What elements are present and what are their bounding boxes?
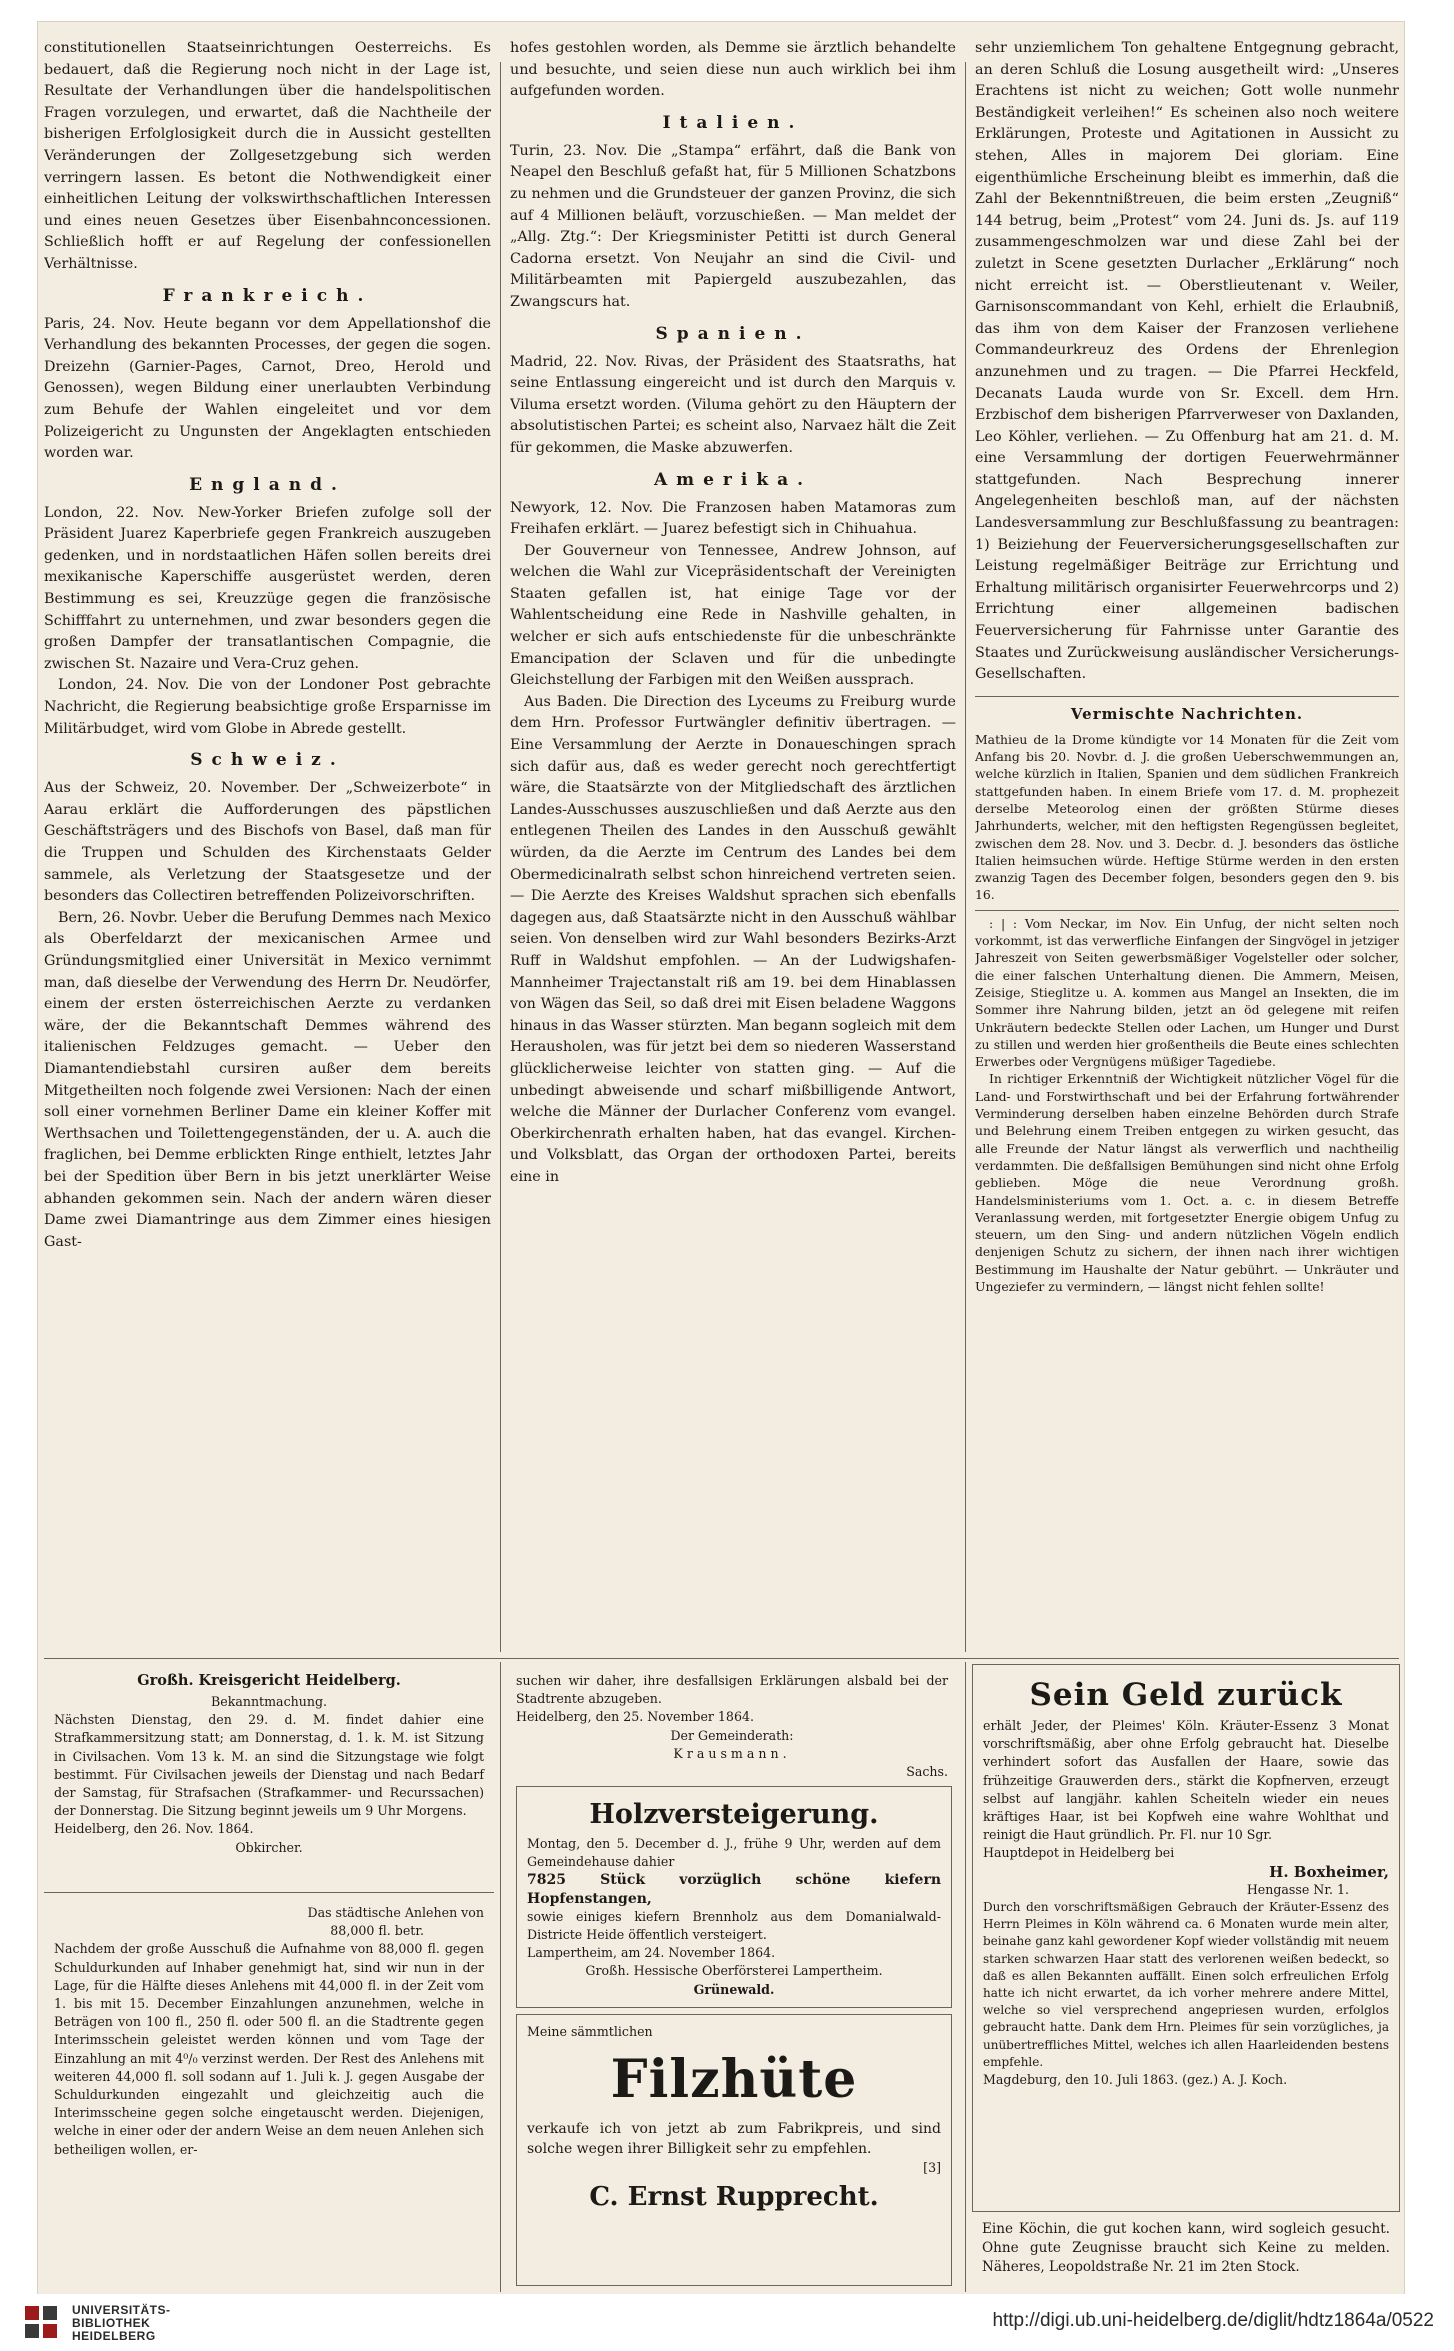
ad-subtitle: Bekanntmachung. — [210, 1694, 328, 1709]
ad-text: suchen wir daher, ihre desfallsigen Erklärungen alsbald bei der Stadtrente abzugeben. — [516, 1673, 948, 1707]
ad-column-divider — [965, 1662, 966, 2292]
ad-kraeuter-essenz — [972, 1664, 1400, 2212]
ad-anlehen — [44, 1896, 494, 2288]
ad-date: Magdeburg, den 10. Juli 1863. (gez.) A. J. Koch. — [983, 2072, 1288, 2088]
ad-filzhuete — [516, 2014, 952, 2286]
article-text: Bern, 26. Novbr. Ueber die Berufung Demmes nach Mexico als Oberfeldarzt der mexicanischen Armee und Gründungsmitglied einer Universität in Mexico vernimmt man, daß dieselbe der Verwendung des Herrn Dr. Neudörfer, einem der ersten österreichischen Aerzte zu verdanken wäre, der die Bekanntschaft Demmes während des italienischen Feldzuges gemacht. — Ueber den Diamantendiebstahl cursiren außer dem bereits Mitgetheilten noch folgende zwei Versionen: Nach der einen soll einer vornehmen Berliner Dame ein kleiner Koffer mit Werthsachen und Toilettengegenständen, der u. A. auch die fraglichen, bei Demme erblickten Ringe enthielt, letztes Jahr bei der Spedition über Bern in bis jetzt unerklärter Weise abhanden gekommen sein. Nach der andern wären dieser Dame zwei Diamantringe aus dem Zimmer eines hiesigen Gast- — [44, 909, 491, 1250]
ad-depot-address: Hengasse Nr. 1. — [1246, 1881, 1349, 1897]
ad-depot-name: H. Boxheimer, — [1269, 1862, 1389, 1881]
article-text: Aus der Schweiz, 20. November. Der „Schweizerbote“ in Aarau erklärt die Aufforderungen des päpstlichen Geschäftsträgers und des Bischofs von Basel, daß man für die Truppen und Schulden des Kirchenstaats Gelder sammele, als Verletzung der Staatsgesetze und der besonders das Collectiren betreffenden Polizeivorschriften. — [44, 780, 491, 905]
ad-title: Filzhüte — [610, 2049, 858, 2111]
article-text: London, 24. Nov. Die von der Londoner Post gebrachte Nachricht, die Regierung beabsichtige große Ersparnisse im Militärbudget, wird vom Globe in Abrede gestellt. — [44, 677, 491, 737]
column-2 — [510, 38, 956, 1650]
ad-text: sowie einiges kiefern Brennholz aus dem Domanialwald-Districte Heide öffentlich versteigert. — [527, 1908, 941, 1943]
column-3 — [975, 38, 1399, 1650]
section-heading-schweiz: Schweiz. — [190, 750, 345, 771]
ad-signature: Sachs. — [906, 1764, 948, 1780]
article-text: Newyork, 12. Nov. Die Franzosen haben Matamoras zum Freihafen erklärt. — Juarez befestigt sich in Chihuahua. — [510, 499, 956, 538]
ad-head: 88,000 fl. betr. — [330, 1923, 424, 1939]
ad-text: Eine Köchin, die gut kochen kann, wird sogleich gesucht. Ohne gute Zeugnisse braucht sich Keine zu melden. Näheres, Leopoldstraße Nr. 21 im 2ten Stock. — [982, 2221, 1390, 2275]
column-1 — [44, 38, 491, 1650]
library-logo-icon — [22, 2303, 60, 2341]
permalink-url[interactable]: http://digi.ub.uni-heidelberg.de/diglit/hdtz1864a/0522 — [992, 2310, 1434, 2331]
article-text: : | : Vom Neckar, im Nov. Ein Unfug, der nicht selten noch vorkommt, ist das verwerfliche Einfangen der Singvögel in jetziger Jahreszeit von Seiten gewerbsmäßiger Vogelsteller oder solcher, die einer falschen Unterhaltung dienen. Die Ammern, Meisen, Zeisige, Stieglitze u. A. kommen aus Mangel an Insekten, die im Sommer ihre Nahrung bilden, jetzt an öd gelegene mit reifen Unkräutern bedeckte Stellen oder Lachen, um Hunger und Durst zu stillen und werden hier großentheils die Beute eines schlechten Erwerbes oder Vergnügens müßiger Tagediebe. — [975, 910, 1399, 1071]
column-divider — [500, 62, 501, 1652]
logo-line: HEIDELBERG — [72, 2329, 156, 2343]
article-text: hofes gestohlen worden, als Demme sie ärztlich behandelte und besuchte, und seien diese nun auch wirklich bei ihm aufgefunden worden. — [510, 40, 956, 100]
ad-title: Sein Geld zurück — [1029, 1677, 1343, 1713]
ad-signature: Obkircher. — [235, 1839, 303, 1855]
article-text: Mathieu de la Drome kündigte vor 14 Monaten für die Zeit vom Anfang bis 20. Novbr. d. J. die großen Ueberschwemmungen an, welche kürzlich in Italien, Spanien und dem südlichen Frankreich stattgefunden haben. In einem Briefe vom 17. d. M. prophezeit derselbe Meteorolog einen der größten Stürme dieses Jahrhunderts, welcher, mit den heftigsten Regengüssen begleitet, zwischen dem 28. Nov. und 3. Decbr. d. J. besonders das östliche Italien heimsuchen würde. Heftige Stürme werden in den ersten zwanzig Tagen des December folgen, besonders gegen den 9. bis 16. — [975, 731, 1399, 903]
section-heading-spanien: Spanien. — [655, 323, 811, 344]
section-heading-frankreich: Frankreich. — [162, 285, 373, 306]
ad-divider — [44, 1892, 494, 1893]
ad-stadtrente — [506, 1664, 958, 1782]
logo-line: UNIVERSITÄTS- — [72, 2303, 171, 2317]
section-heading-amerika: Amerika. — [653, 469, 813, 490]
ad-depot: Hauptdepot in Heidelberg bei — [983, 1845, 1175, 1861]
ad-number: [3] — [923, 2160, 941, 2176]
ad-office: Der Gemeinderath: — [670, 1727, 794, 1743]
newspaper-page — [38, 22, 1404, 2294]
ad-text: erhält Jeder, der Pleimes' Köln. Kräuter-Essenz 3 Monat vorschriftsmäßig, aber ohne Erfolg gebraucht hat. Dieselbe verhindert sofort das Ausfallen der Haare, sowie das frühzeitige Grauwerden ders., stärkt die Kopfnerven, erzeugt selbst auf langjähr. kahlen Scheiteln wieder ein neues kräftiges Haar, ist bei Kopfweh eine wahre Wohlthat und reinigt die Haut gründlich. Pr. Fl. nur 10 Sgr. — [983, 1718, 1389, 1843]
library-logo-text — [72, 2304, 171, 2343]
ad-date: Heidelberg, den 25. November 1864. — [516, 1709, 754, 1725]
section-heading-vermischte: Vermischte Nachrichten. — [975, 696, 1399, 723]
ad-date: Lampertheim, am 24. November 1864. — [527, 1945, 776, 1961]
article-text: constitutionellen Staatseinrichtungen Oesterreichs. Es bedauert, daß die Regierung noch nicht in der Lage ist, Resultate der Verhandlungen über die handelspolitischen Fragen vorzulegen, und erwartet, daß die Nachtheile der bisherigen Erfolglosigkeit durch die in Aussicht gestellten Veränderungen der Zollgesetzgebung sich werden verringern lassen. Es betont die Nothwendigkeit einer einheitlichen Leitung der volkswirthschaftlichen Interessen und eines neuen Gesetzes über Eisenbahnconcessionen. Schließlich hofft er auf Regelung der confessionellen Verhältnisse. — [44, 40, 491, 272]
ad-text: verkaufe ich von jetzt ab zum Fabrikpreis, und sind solche wegen ihrer Billigkeit sehr zu empfehlen. — [527, 2121, 941, 2158]
ad-text: Nächsten Dienstag, den 29. d. M. findet dahier eine Strafkammersitzung statt; am Donnerstag, d. 1. k. M. ist Sitzung in Civilsachen. Vom 13 k. M. an sind die Sitzungstage wie folgt bestimmt. Für Civilsachen jeweils der Dienstag und nach Bedarf der Samstag, für Strafsachen (Strafkammer- und Recurssachen) der Donnerstag. Die Sitzung beginnt jeweils um 9 Uhr Morgens. — [54, 1712, 484, 1819]
ad-text: Montag, den 5. December d. J., frühe 9 Uhr, werden auf dem Gemeindehause dahier — [527, 1836, 941, 1870]
ad-text: Nachdem der große Ausschuß die Aufnahme von 88,000 fl. gegen Schuldurkunden auf Inhaber genehmigt hat, sind wir nun in der Lage, für die Hälfte dieses Anlehens mit 44,000 fl. in der Zeit vom 1. bis mit 15. December Einzahlungen anzunehmen, welche in Beträgen von 100 fl., 250 fl. oder 500 fl. an die Stadtrente gegen Interimsschein geleistet werden können und vom Tage der Einzahlung an mit 4⁰/₀ verzinst werden. Der Rest des Anlehens mit weiteren 44,000 fl. soll sodann auf 1. Juli k. J. gegen Ausgabe der Schuldurkunden eingezahlt und gleichzeitig auch die Interimsscheine gegen solche eingetauscht werden. Diejenigen, welche in einer oder der andern Weise an dem neuen Anlehen sich betheiligen wollen, er- — [54, 1941, 484, 2157]
article-text: Der Gouverneur von Tennessee, Andrew Johnson, auf welchen die Wahl zur Vicepräsidentschaft der Vereinigten Staaten gefallen ist, hat einige Tage vor der Wahlentscheidung eine Rede in Nashville gehalten, in welcher er sich aufs entschiedenste für die unbeschränkte Emancipation der Sclaven und für die unbedingte Gleichstellung der Farbigen mit den Weißen aussprach. — [510, 542, 956, 689]
section-heading-italien: Italien. — [662, 112, 804, 133]
ad-date: Heidelberg, den 26. Nov. 1864. — [54, 1821, 254, 1837]
article-text: sehr unziemlichem Ton gehaltene Entgegnung gebracht, an deren Schluß die Losung ausgetheilt wird: „Unseres Erachtens ist nicht zu weichen; Gott wolle nunmehr Beständigkeit verleihen!“ Es scheinen also noch weitere Erklärungen, Proteste und Agitationen in Aussicht zu stehen, Alles in majorem Dei gloriam. Eine eigenthümliche Erscheinung bleibt es immerhin, daß die Zahl der Bekenntnißtreuen, die beim ersten „Zeugniß“ 144 betrug, beim „Protest“ vom 24. Juni ds. Js. auf 119 zusammengeschmolzen war und diese Zahl bei der zuletzt in Scene gesetzten Durlacher „Erklärung“ noch nicht erreicht ist. — Oberstlieutenant v. Weiler, Garnisonscommandant von Kehl, erhielt die Erlaubniß, das ihm von dem Kaiser der Franzosen verliehene Commandeurkreuz des Ordens der Ehrenlegion anzunehmen und zu tragen. — Die Pfarrei Heckfeld, Decanats Lauda wurde von Sr. Excell. dem Hrn. Erzbischof dem bisherigen Pfarrverweser von Daxlanden, Leo Köhler, verliehen. — Zu Offenburg hat am 21. d. M. eine Versammlung der dortigen Feuerwehrmänner stattgefunden. Nach Besprechung innerer Angelegenheiten beschloß man, auf der nächsten Landesversammlung zur Beschlußfassung zu beantragen: 1) Beiziehung der Feuerversicherungsgesellschaften zur Leistung regelmäßiger Beiträge zur Errichtung und Erhaltung militärisch organisirter Feuerwehrcorps und 2) Errichtung einer allgemeinen badischen Feuerversicherung für Fahrnisse unter Garantie des Staates und Zurückweisung ausländischer Versicherungs-Gesellschaften. — [975, 40, 1399, 683]
ad-name: Krausmann. — [673, 1745, 791, 1761]
footer-bar — [0, 2294, 1454, 2351]
column-divider — [965, 62, 966, 1652]
ad-koechin — [972, 2218, 1400, 2288]
ad-intro: Meine sämmtlichen — [527, 2024, 653, 2039]
article-text: In richtiger Erkenntniß der Wichtigkeit nützlicher Vögel für die Land- und Forstwirthschaft und bei der Erfahrung fortwährender Verminderung derselben haben einzelne Behörden durch Strafe und Belehrung einem Treiben entgegen zu wirken gesucht, das alle Freunde der Natur längst als verwerflich und nachtheilig verdammten. Die deßfallsigen Bemühungen sind nicht ohne Erfolg geblieben. Möge die neue Verordnung großh. Handelsministeriums vom 1. Oct. a. c. in diesem Betreffe Veranlassung werden, mit fortgesetzter Energie obigem Unfug zu steuern, um den Sing- und andern nützlichen Vögeln endlich denjenigen Schutz zu sichern, der ihnen nach ihrer wichtigen Bestimmung im Haushalte der Natur gebührt. — Unkräuter und Ungeziefer zu vermindern, — längst nicht fehlen sollte! — [975, 1071, 1399, 1295]
logo-line: BIBLIOTHEK — [72, 2316, 151, 2330]
ad-highlight: 7825 Stück vorzüglich schöne kiefern Hopfenstangen, — [527, 1872, 941, 1907]
ad-column-divider — [500, 1662, 501, 2292]
ad-holzversteigerung — [516, 1786, 952, 2008]
section-heading-england: England. — [189, 474, 346, 495]
ad-office: Großh. Hessische Oberförsterei Lampertheim. — [585, 1963, 883, 1979]
article-text: Paris, 24. Nov. Heute begann vor dem Appellationshof die Verhandlung des bekannten Processes, der gegen die sogen. Dreizehn (Garnier-Pages, Carnot, Dreo, Herold und Genossen), wegen Bildung einer unerlaubten Verbindung zum Behufe der Wahlen eingeleitet und vor dem Polizeigericht zu Ungunsten der Angeklagten entschieden worden war. — [44, 315, 491, 462]
article-text: Aus Baden. Die Direction des Lyceums zu Freiburg wurde dem Hrn. Professor Furtwängler definitiv übertragen. — Eine Versammlung der Aerzte in Donaueschingen sprach sich dafür aus, daß es weder gerecht noch gerechtfertigt wäre, die Staatsärzte von der Mitgliedschaft des ärztlichen Landes-Ausschusses auszuschließen und daß Aerzte aus den entlegenen Theilen des Landes in den Ausschuß gewählt würden, da die Aerzte im Centrum des Landes bei dem Obermedicinalrath selbst schon hinreichend vertreten seien. — Die Aerzte des Kreises Waldshut sprachen sich ebenfalls dagegen aus, daß Staatsärzte nicht in den Ausschuß wählbar seien. Von denselben wird zur Wahl besonders Bezirks-Arzt Ruff in Waldshut empfohlen. — An der Ludwigshafen-Mannheimer Trajectanstalt riß am 19. bei dem Hinablassen von Wägen das Seil, so daß drei mit Eisen beladene Waggons hinaus in das Wasser stürzten. Man begann sogleich mit dem Herausholen, was für jetzt bei dem so niederen Wasserstand glücklicherweise leichter von statten ging. — Auf die unbedingt abweisende und scharf mißbilligende Antwort, welche die Männer der Durlacher Conferenz vom evangel. Oberkirchenrath erhalten haben, hat das evangel. Kirchen- und Volksblatt, das Organ der orthodoxen Partei, bereits eine in — [510, 693, 956, 1185]
ad-name: Grünewald. — [693, 1981, 775, 1997]
article-text: London, 22. Nov. New-Yorker Briefen zufolge soll der Präsident Juarez Kaperbriefe gegen Frankreich auszugeben gedenken, und in nordstaatlichen Häfen sollen bereits drei mexikanische Kaperschiffe ausgerüstet werden, deren Bestimmung es sei, Kreuzzüge gegen die französische Schifffahrt zu unternehmen, und zwar besonders gegen die großen Dampfer der transatlantischen Compagnie, die zwischen St. Nazaire und Vera-Cruz gehen. — [44, 504, 491, 672]
ad-text: Durch den vorschriftsmäßigen Gebrauch der Kräuter-Essenz des Herrn Pleimes in Köln während ca. 6 Monaten wurde mein alter, beinahe ganz kahl gewordener Kopf wieder vollständig mit neuem starken schwarzen Haar statt des verlorenen weißen bedeckt, so daß es allen Bekannten auffällt. Einen solch erfreulichen Erfolg hatte ich nicht erwartet, da ich vorher mehrere andere Mittel, welche so viel versprechend angepriesen wurden, erfolglos gebraucht hatte. Dank dem Hrn. Pleimes für sein vorzügliches, ja unübertreffliches Mittel, welches ich allen Haarleidenden bestens empfehle. — [983, 1900, 1389, 2069]
advertisement-divider — [44, 1658, 1399, 1659]
ad-head: Das städtische Anlehen von — [307, 1905, 484, 1920]
ad-title: Großh. Kreisgericht Heidelberg. — [137, 1672, 401, 1689]
ad-name: C. Ernst Rupprecht. — [589, 2182, 879, 2213]
ad-title: Holzversteigerung. — [589, 1799, 879, 1830]
article-text: Madrid, 22. Nov. Rivas, der Präsident des Staatsraths, hat seine Entlassung eingereicht und ist durch den Marquis v. Viluma ersetzt worden. (Viluma gehört zu den Häuptern der absolutistischen Partei; es scheint also, Narvaez hält die Zeit für gekommen, die Maske abzuwerfen. — [510, 353, 956, 456]
ad-kreisgericht — [44, 1664, 494, 1890]
article-text: Turin, 23. Nov. Die „Stampa“ erfährt, daß die Bank von Neapel den Beschluß gefaßt hat, für 5 Millionen Schatzbons zu nehmen und die Grundsteuer der ganzen Provinz, die sich auf 4 Millionen beläuft, vorzuschießen. — Man meldet der „Allg. Ztg.“: Der Kriegsminister Petitti ist durch General Cadorna ersetzt. Von Neujahr an sind die Civil- und Militärbeamten mit Papiergeld auszubezahlen, das Zwangscurs hat. — [510, 142, 956, 310]
